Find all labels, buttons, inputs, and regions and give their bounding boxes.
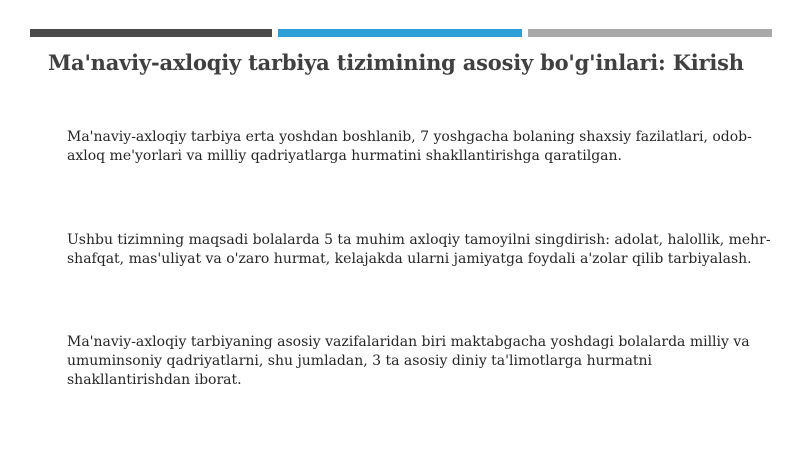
paragraph-3: Ma'naviy-axloqiy tarbiyaning asosiy vazifalaridan biri maktabgacha yoshdagi bolalarda milliy va umuminsoniy qadriyatlarni, shu jumladan, 3 ta asosiy diniy ta'limotlarga hurmatni shakllantirishdan iborat.: [67, 334, 750, 388]
decor-bar-gray: [528, 29, 772, 37]
header-decor-bars: [30, 29, 772, 37]
slide-title: Ma'naviy-axloqiy tarbiya tizimining asosiy bo'g'inlari: Kirish: [48, 50, 744, 75]
paragraph-2: Ushbu tizimning maqsadi bolalarda 5 ta muhim axloqiy tamoyilni singdirish: adolat, halollik, mehr-shafqat, mas'uliyat va o'zaro hurmat, kelajakda ularni jamiyatga foydali a'zolar qilib tarbiyalash.: [67, 232, 771, 267]
decor-bar-blue: [278, 29, 522, 37]
decor-bar-dark: [30, 29, 272, 37]
paragraph-1: Ma'naviy-axloqiy tarbiya erta yoshdan boshlanib, 7 yoshgacha bolaning shaxsiy fazilatlari, odob-axloq me'yorlari va milliy qadriyatlarga hurmatini shakllantirishga qaratilgan.: [67, 129, 752, 164]
